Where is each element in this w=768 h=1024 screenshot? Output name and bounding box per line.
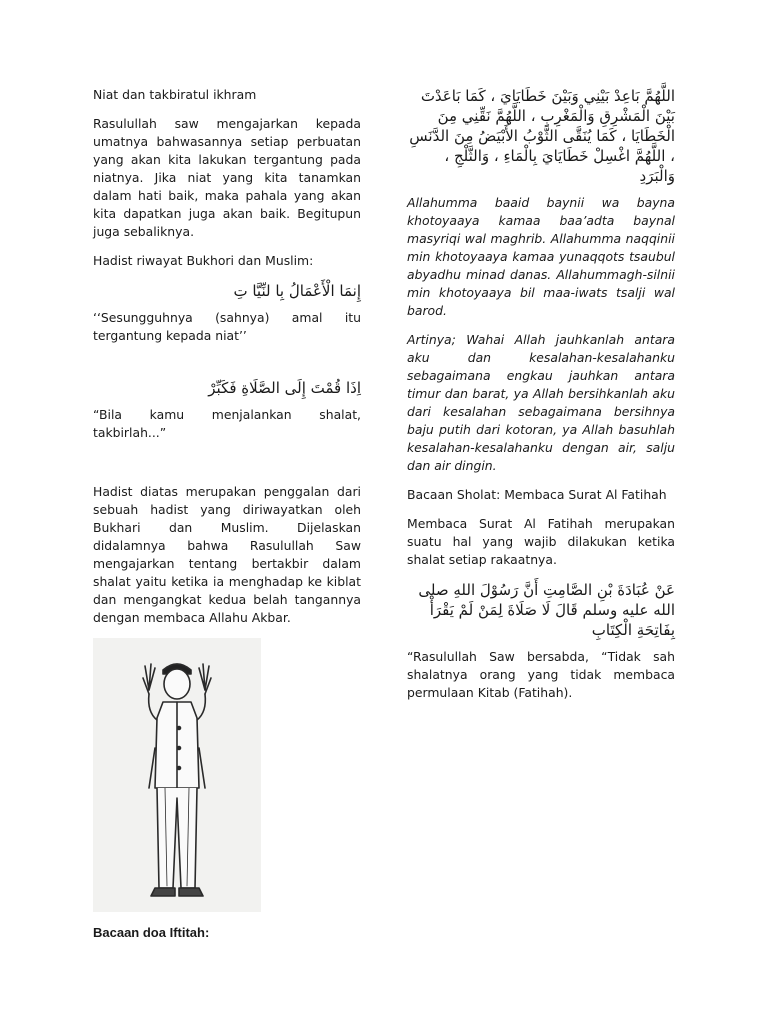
iftitah-transliteration: Allahumma baaid baynii wa bayna khotoyaaya kamaa baa’adta baynal masyriqi wal maghrib. Allahumma naqqinii min khotoyaaya kamaa yunaqqots tsaubul abyadhu minad danas. Allahummagh-silnii min khotoyaaya bil maa-iwats tsalji wal barod.: [407, 195, 675, 318]
arabic-niat: إِنمَا الْأَعْمَالُ بِا لنِّيَّا تِ: [233, 282, 361, 300]
intro-paragraph: Rasulullah saw mengajarkan kepada umatnya bahwasannya setiap perbuatan yang akan kita lakukan tergantung pada niatnya. Jika niat yang kita tanamkan dalam hati baik, maka pahala yang akan kita dapatkan juga akan baik. Begitupun juga sebaliknya.: [93, 116, 361, 239]
iftitah-caption: Bacaan doa Iftitah:: [93, 925, 210, 940]
left-column: [93, 86, 361, 942]
takbir-illustration: [93, 638, 261, 912]
explanation-paragraph: Hadist diatas merupakan penggalan dari sebuah hadist yang diriwayatkan oleh Bukhari dan Muslim. Dijelaskan didalamnya bahwa Rasulullah Saw mengajarkan tentang bertakbir dalam shalat yaitu ketika ia menghadap ke kiblat dan mengangkat kedua belah tangannya dengan membaca Allahu Akbar.: [93, 484, 361, 625]
translation-takbir: “Bila kamu menjalankan shalat, takbirlah...”: [93, 407, 361, 440]
arabic-fatihah: عَنْ عُبَادَةَ بْنِ الصَّامِتِ أَنَّ رَسُوْلَ اللهِ صلى الله عليه وسلم قَالَ لَا صَلَاةَ لِمَنْ لَمْ يَقْرَأْ بِفَاتِحَةِ الْكِتَابِ: [418, 581, 675, 639]
praying-man-icon: [93, 638, 261, 912]
section-heading-fatihah: Bacaan Sholat: Membaca Surat Al Fatihah: [407, 487, 667, 502]
section-heading-niat: Niat dan takbiratul ikhram: [93, 87, 257, 102]
translation-niat: ‘‘Sesungguhnya (sahnya) amal itu tergantung kepada niat’’: [93, 310, 361, 343]
fatihah-translation: “Rasulullah Saw bersabda, “Tidak sah shalatnya orang yang tidak membaca permulaan Kitab (Fatihah).: [407, 649, 675, 700]
fatihah-intro: Membaca Surat Al Fatihah merupakan suatu hal yang wajib dilakukan ketika shalat setiap rakaatnya.: [407, 516, 675, 567]
arabic-iftitah: اللَّهُمَّ بَاعِدْ بَيْنِي وَبَيْنَ خَطَايَايَ ، كَمَا بَاعَدْتَ بَيْنَ الْمَشْرِقِ وَالْمَغْرِبِ ، اللَّهُمَّ نَقِّنِي مِنَ الْخَطَايَا ، كَمَا يُنَقَّى الثَّوْبُ الأَبْيَضُ مِنَ الدَّنَسِ ، اللَّهُمَّ اغْسِلْ خَطَايَايَ بِالْمَاءِ ، وَالثَّلْجِ ، وَالْبَرَدِ: [409, 87, 675, 185]
iftitah-meaning: Artinya; Wahai Allah jauhkanlah antara aku dan kesalahan-kesalahanku sebagaimana engkau jauhkan antara timur dan barat, ya Allah bersihkanlah aku dari kesalahan sebagaimana bersihnya baju putih dari kotoran, ya Allah basuhlah kesalahan-kesalahanku dengan air, salju dan air dingin.: [407, 332, 675, 473]
hadith-source: Hadist riwayat Bukhori dan Muslim:: [93, 253, 314, 268]
right-column: [407, 86, 675, 713]
arabic-takbir: اِذَا قُمْتَ إِلَى الصَّلَاةِ فَكَبِّرْ: [208, 379, 361, 397]
